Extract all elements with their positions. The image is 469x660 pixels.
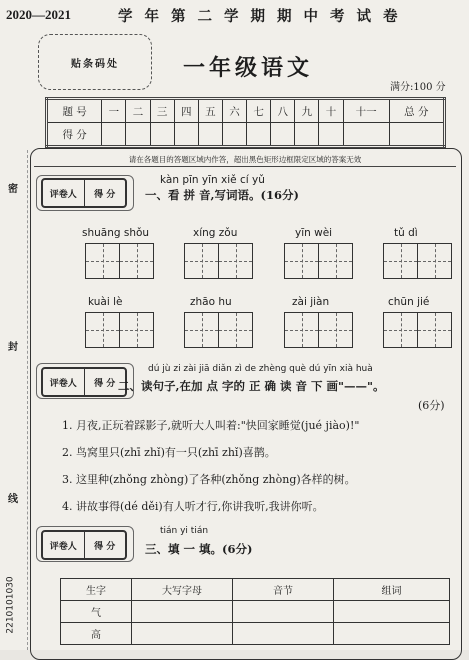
writing-grid[interactable]	[284, 312, 353, 348]
barcode-area: 贴条码处	[38, 34, 152, 90]
exam-name: 学年第二学期期中考试卷	[118, 8, 410, 25]
score-header-cell: 二	[126, 99, 150, 123]
fill-table-header	[61, 579, 450, 601]
pinyin-label: xíng zǒu	[193, 227, 238, 239]
score-header-cell: 十	[319, 99, 343, 123]
exam-id: 2210101030	[5, 576, 16, 634]
score-input-cell[interactable]	[389, 123, 444, 147]
answer-cell[interactable]	[334, 601, 450, 623]
rater-score-label: 得 分	[94, 189, 116, 200]
pinyin-label: zài jiàn	[292, 296, 330, 308]
table-row	[61, 601, 450, 623]
score-input-cell[interactable]	[222, 123, 246, 147]
score-input-cell[interactable]	[102, 123, 126, 147]
section1-title: 一、看 拼 音,写词语。(16分)	[145, 188, 299, 202]
score-header-cell: 七	[247, 99, 271, 123]
pinyin-label: shuāng shǒu	[82, 227, 150, 239]
rater-box	[41, 178, 127, 208]
score-input-cell[interactable]	[247, 123, 271, 147]
pinyin-label: tǔ dì	[394, 227, 418, 239]
section3-title: 三、填 一 填。(6分)	[145, 542, 253, 556]
pinyin-label: yīn wèi	[295, 227, 333, 239]
writing-grid[interactable]	[184, 243, 253, 279]
rater-score-label: 得 分	[94, 541, 116, 552]
score-input-cell[interactable]	[126, 123, 150, 147]
rater-label: 评卷人	[43, 369, 85, 395]
sentence-4: 4. 讲故事得(dé děi)有人听才行,你讲我听,我讲你听。	[62, 500, 324, 513]
score-header-cell: 九	[295, 99, 319, 123]
score-input-cell[interactable]	[271, 123, 295, 147]
section2-pinyin: dú jù zi zài jiā diǎn zì de zhèng què dú yīn xià huà	[148, 364, 373, 374]
writing-grid[interactable]	[383, 243, 452, 279]
writing-grid[interactable]	[85, 312, 154, 348]
score-header-cell: 六	[222, 99, 246, 123]
page-title: 一年级语文	[183, 55, 314, 81]
score-value-row	[47, 123, 445, 147]
margin-xian: 线	[8, 494, 18, 505]
character-cell: 高	[61, 623, 132, 645]
score-header-cell: 十一	[343, 99, 389, 123]
writing-grid[interactable]	[383, 312, 452, 348]
score-header-cell: 题 号	[47, 99, 102, 123]
answer-cell[interactable]	[233, 601, 334, 623]
score-row-label: 得 分	[47, 123, 102, 147]
rater-score-label: 得 分	[94, 378, 116, 389]
school-year: 2020—2021	[6, 7, 71, 22]
fill-table	[60, 578, 450, 645]
answer-cell[interactable]	[233, 623, 334, 645]
writing-grid[interactable]	[85, 243, 154, 279]
score-header-cell: 四	[174, 99, 198, 123]
pinyin-label: kuài lè	[88, 296, 123, 308]
rater-box	[41, 530, 127, 560]
score-header-cell: 三	[150, 99, 174, 123]
sentence-3: 3. 这里种(zhǒng zhòng)了各种(zhǒng zhòng)各样的树。	[62, 473, 356, 486]
score-table	[45, 97, 446, 148]
score-input-cell[interactable]	[150, 123, 174, 147]
answer-cell[interactable]	[132, 623, 233, 645]
section2-score: (6分)	[418, 399, 445, 412]
score-header-cell: 总 分	[389, 99, 444, 123]
writing-grid[interactable]	[284, 243, 353, 279]
pinyin-label: chūn jié	[388, 296, 430, 308]
sentence-1: 1. 月夜,正玩着踩影子,就听大人叫着:"快回家睡觉(jué jiào)!"	[62, 419, 360, 432]
sentence-2: 2. 鸟窝里只(zhī zhǐ)有一只(zhī zhǐ)喜鹊。	[62, 446, 276, 459]
pinyin-label: zhāo hu	[190, 296, 232, 308]
rater-label: 评卷人	[43, 532, 85, 558]
score-header-row	[47, 99, 445, 123]
score-input-cell[interactable]	[174, 123, 198, 147]
score-input-cell[interactable]	[198, 123, 222, 147]
score-header-cell: 一	[102, 99, 126, 123]
score-input-cell[interactable]	[295, 123, 319, 147]
rater-label: 评卷人	[43, 180, 85, 206]
writing-grid[interactable]	[184, 312, 253, 348]
fill-header-cell: 音节	[233, 579, 334, 601]
answer-cell[interactable]	[334, 623, 450, 645]
section2-title: 二、读句子,在加 点 字的 正 确 读 音 下 画"——"。	[118, 379, 385, 393]
fill-header-cell: 生字	[61, 579, 132, 601]
score-input-cell[interactable]	[319, 123, 343, 147]
fill-header-cell: 组词	[334, 579, 450, 601]
answer-notice: 请在各题目的答题区域内作答，超出黑色矩形边框限定区域的答案无效	[34, 153, 456, 167]
binding-line	[27, 150, 28, 650]
score-input-cell[interactable]	[343, 123, 389, 147]
answer-cell[interactable]	[132, 601, 233, 623]
fill-header-cell: 大写字母	[132, 579, 233, 601]
table-row	[61, 623, 450, 645]
character-cell: 气	[61, 601, 132, 623]
rater-box	[41, 367, 127, 397]
section3-pinyin: tián yi tián	[160, 526, 209, 536]
margin-feng: 封	[8, 342, 18, 353]
section1-pinyin: kàn pīn yīn xiě cí yǔ	[160, 174, 265, 186]
score-header-cell: 五	[198, 99, 222, 123]
margin-mi: 密	[8, 184, 18, 195]
score-header-cell: 八	[271, 99, 295, 123]
full-score: 满分:100 分	[390, 82, 446, 93]
